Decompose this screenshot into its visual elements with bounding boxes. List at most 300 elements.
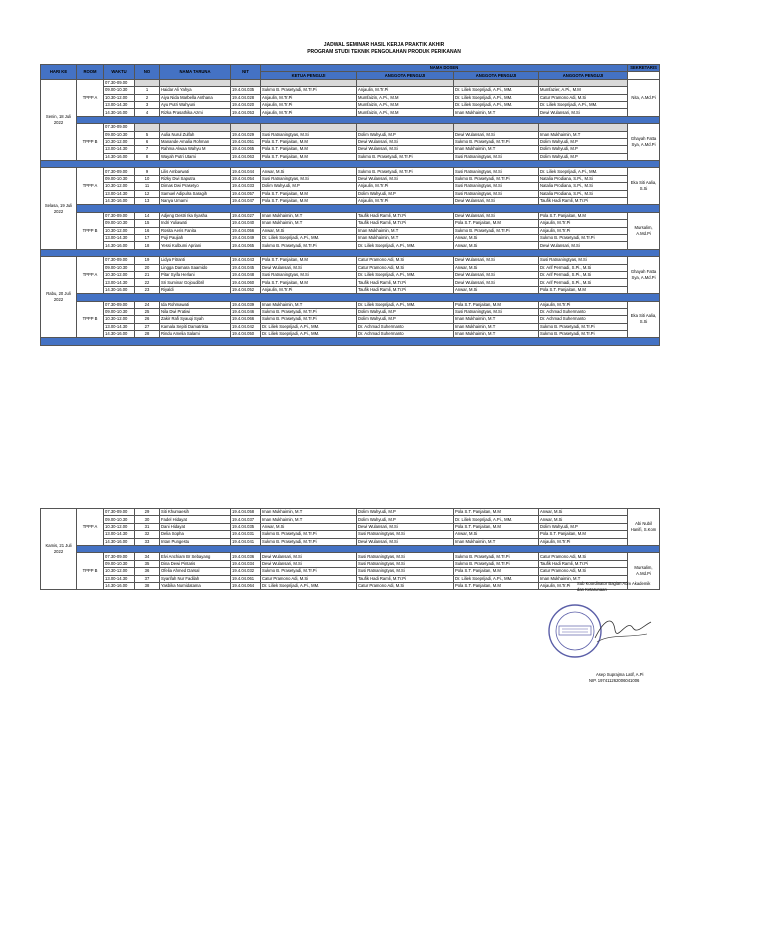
table-row [41,560,660,567]
anggota2-cell [454,79,539,86]
nama-cell: Puji Paujiah [160,234,231,241]
nit-cell: 19.4.04.064 [231,582,261,589]
anggota3-cell: Dolim Wahyudi, M.P [539,523,628,530]
anggota3-cell: Dr. Arif Permadi, S.Pi., M.Si [539,264,628,271]
nama-cell: Nila Dwi Pratiwi [160,308,231,315]
no-cell: 18 [135,242,160,249]
anggota2-cell: Iman Mukhaimin, M.T [454,146,539,153]
anggota1-cell: Mumfaizin, A.Pi., M.M [357,101,454,108]
no-cell: 14 [135,212,160,219]
ketua-cell [261,79,357,86]
anggota1-cell: Taufik Hadi Ramli, M.Tr.Pi [357,220,454,227]
table-row [41,575,660,582]
sekretaris-cell: Nita, A.Md.Pi [628,79,660,116]
anggota1-cell: Susi Ratnaningtyas, M.Si [357,553,454,560]
nit-cell: 19.4.04.057 [231,190,261,197]
ketua-cell: Sukmo B. Prasetyadi, M.Tr.Pi [261,538,357,545]
anggota3-cell: Taufik Hadi Ramli, M.Tr.Pi [539,560,628,567]
anggota3-cell: Pola S.T. Panjaitan, M.M [539,212,628,219]
table-row [41,301,660,308]
anggota3-cell: Iman Mukhaimin, M.T [539,131,628,138]
schedule-table-page2 [40,508,660,590]
anggota2-cell: Dewi Wulansari, M.Si [454,131,539,138]
anggota3-cell: Anwar, M.Si [539,509,628,516]
nit-cell: 19.4.04.020 [231,101,261,108]
anggota3-cell: Anjaulin, M.Tr.Pi [539,538,628,545]
ketua-cell: Anjaulin, M.Tr.Pi [261,94,357,101]
anggota2-cell: Iman Mukhaimin, M.T [454,316,539,323]
ketua-cell [261,124,357,131]
anggota2-cell: Iman Mukhaimin, M.T [454,323,539,330]
table-row [41,94,660,101]
anggota3-cell: Anwar, M.Si [539,516,628,523]
nama-cell: Aiya Nida Marbella Anthana [160,94,231,101]
table-row [41,264,660,271]
no-cell: 26 [135,316,160,323]
ketua-cell: Pola S.T. Panjaitan, M.M [261,190,357,197]
waktu-cell: 10.30-12.00 [104,523,135,530]
waktu-cell: 14.30-16.00 [104,286,135,293]
nit-cell: 19.4.04.032 [231,568,261,575]
day-separator [41,338,660,345]
no-cell: 17 [135,234,160,241]
signatory-nip: NIP. 197411262006041006 [589,678,640,683]
nit-cell: 19.4.04.045 [231,264,261,271]
header-anggota-1: ANGGOTA PENGUJI [357,72,454,79]
waktu-cell: 09.00-10.30 [104,308,135,315]
waktu-cell: 09.00-10.30 [104,87,135,94]
table-row [41,109,660,116]
anggota3-cell: Anjaulin, M.Tr.Pi [539,220,628,227]
anggota3-cell: Susi Ratnaningtyas, M.Si [539,257,628,264]
ketua-cell: Sukmo B. Prasetyadi, M.Tr.Pi [261,568,357,575]
sekretaris-cell: Mursalim, A.Md.Pi [628,212,660,249]
no-cell: 37 [135,575,160,582]
anggota3-cell: Dr. Arif Permadi, S.Pi., M.Si [539,279,628,286]
nit-cell [231,124,261,131]
anggota1-cell [357,124,454,131]
anggota1-cell: Dolim Wahyudi, M.P [357,509,454,516]
anggota2-cell: Sukmo B. Prasetyadi, M.Tr.Pi [454,553,539,560]
room-cell: TPPP A [77,509,104,546]
anggota2-cell: Susi Ratnaningtyas, M.Si [454,168,539,175]
anggota2-cell: Dr. Liliek Soeprijadi, A.Pi., MM. [454,94,539,101]
ketua-cell: Pola S.T. Panjaitan, M.M [261,198,357,205]
anggota1-cell: Dewi Wulansari, M.Si [357,523,454,530]
nit-cell: 19.4.04.058 [231,509,261,516]
anggota3-cell: Sukmo B. Prasetyadi, M.Tr.Pi [539,331,628,338]
waktu-cell: 09.00-10.30 [104,560,135,567]
anggota2-cell: Pola S.T. Panjaitan, M.M [454,568,539,575]
table-row [41,138,660,145]
no-cell: 1 [135,87,160,94]
anggota1-cell: Dewi Wulansari, M.Si [357,146,454,153]
anggota3-cell: Catur Pramono Adi, M.Si [539,553,628,560]
no-cell: 13 [135,198,160,205]
header-sekretaris: SEKRETARIS [628,65,660,72]
nama-cell: Haidar Ali Yahya [160,87,231,94]
ketua-cell: Sukmo B. Prasetyadi, M.Tr.Pi [261,531,357,538]
room-cell: TPPP A [77,79,104,116]
room-separator [41,205,660,212]
nit-cell: 19.4.04.040 [231,220,261,227]
anggota3-cell: Dr. Liliek Soeprijadi, A.Pi., MM. [539,101,628,108]
ketua-cell: Dr. Liliek Soeprijadi, A.Pi., MM. [261,331,357,338]
anggota1-cell: Taufik Hadi Ramli, M.Tr.Pi [357,575,454,582]
anggota3-cell: Dolim Wahyudi, M.P [539,138,628,145]
nama-cell: Nanya Umami [160,198,231,205]
official-stamp-icon [535,598,655,660]
room-separator [41,545,660,552]
waktu-cell: 07.30-09.00 [104,79,135,86]
nit-cell: 19.4.04.054 [231,175,261,182]
ketua-cell: Anwar, M.Si [261,227,357,234]
doc-title-line1: JADWAL SEMINAR HASIL KERJA PRAKTIK AKHIR [323,42,445,48]
nit-cell: 19.4.04.066 [231,316,261,323]
nit-cell: 19.4.04.048 [231,271,261,278]
nit-cell: 19.4.04.053 [231,109,261,116]
room-cell: TPPP B [77,212,104,249]
waktu-cell: 09.00-10.30 [104,131,135,138]
table-row [41,79,660,86]
table-row [41,279,660,286]
anggota1-cell: Taufik Hadi Ramli, M.Tr.Pi [357,279,454,286]
nama-cell: Delia Sopha [160,531,231,538]
waktu-cell: 13.00-14.30 [104,190,135,197]
waktu-cell: 07.30-09.00 [104,509,135,516]
ketua-cell: Pola S.T. Panjaitan, M.M [261,279,357,286]
nit-cell: 19.4.04.041 [231,538,261,545]
nama-cell: Kamala Sepiti Damatrista [160,323,231,330]
room-cell: TPPP B [77,124,104,161]
ketua-cell: Dr. Liliek Soeprijadi, A.Pi., MM. [261,323,357,330]
no-cell: 5 [135,131,160,138]
table-row [41,531,660,538]
anggota2-cell: Susi Ratnaningtyas, M.Si [454,190,539,197]
no-cell: 36 [135,568,160,575]
anggota1-cell: Catur Pramono Adi, M.Si [357,582,454,589]
nama-cell: Ayu Putri Wahyuni [160,101,231,108]
waktu-cell: 13.00-14.30 [104,146,135,153]
nama-cell: Fadel Hidayat [160,516,231,523]
schedule-table-page1 [40,64,660,346]
nama-cell: Samuel Adipulra Saragih [160,190,231,197]
nama-cell: Lilis Ambarwati [160,168,231,175]
anggota3-cell: Natalia Prodiana, S.Pi., M.Si [539,183,628,190]
anggota1-cell: Mumfaizin, A.Pi., M.M [357,94,454,101]
nit-cell: 19.4.04.046 [231,308,261,315]
anggota1-cell: Sukmo B. Prasetyadi, M.Tr.Pi [357,153,454,160]
table-row [41,553,660,560]
table-row [41,131,660,138]
table-row [41,146,660,153]
nama-cell: Rahma Alwaa Wahyu M [160,146,231,153]
ketua-cell: Dewi Wulansari, M.Si [261,560,357,567]
nit-cell: 19.4.04.061 [231,575,261,582]
anggota3-cell [539,124,628,131]
anggota1-cell: Dolim Wahyudi, M.P [357,308,454,315]
waktu-cell: 09.00-10.30 [104,220,135,227]
anggota3-cell: Anjaulin, M.Tr.Pi [539,582,628,589]
anggota2-cell: Pola S.T. Panjaitan, M.M [454,220,539,227]
anggota3-cell: Dr. Achmad Suhermanto [539,308,628,315]
table-row [41,242,660,249]
ketua-cell: Pola S.T. Panjaitan, M.M [261,153,357,160]
anggota1-cell: Dewi Wulansari, M.Si [357,138,454,145]
anggota2-cell: Iman Mukhaimin, M.T [454,538,539,545]
anggota3-cell: Dr. Achmad Suhermanto [539,316,628,323]
table-row [41,568,660,575]
nama-cell: Rosita Aeris Fanita [160,227,231,234]
ketua-cell: Anjaulin, M.Tr.Pi [261,101,357,108]
no-cell: 33 [135,538,160,545]
anggota2-cell: Dr. Liliek Soeprijadi, A.Pi., MM. [454,575,539,582]
anggota1-cell: Dolim Wahyudi, M.P [357,190,454,197]
nama-cell: Aulia Nurul Zulfah [160,131,231,138]
waktu-cell: 10.30-12.00 [104,227,135,234]
nit-cell: 19.4.04.031 [231,531,261,538]
nit-cell: 19.4.04.035 [231,523,261,530]
nama-cell: Indri Yuliawati [160,220,231,227]
no-cell: 23 [135,286,160,293]
no-cell: 9 [135,168,160,175]
anggota2-cell: Anwar, M.Si [454,264,539,271]
table-row [41,190,660,197]
ketua-cell: Anjaulin, M.Tr.Pi [261,286,357,293]
no-cell: 21 [135,271,160,278]
anggota2-cell: Sukmo B. Prasetyadi, M.Tr.Pi [454,138,539,145]
anggota2-cell: Pola S.T. Panjaitan, M.M [454,301,539,308]
anggota1-cell: Dolim Wahyudi, M.P [357,131,454,138]
anggota1-cell: Catur Pramono Adi, M.Si [357,264,454,271]
nama-cell: Yessi Kulbumi Apriani [160,242,231,249]
ketua-cell: Dr. Liliek Soeprijadi, A.Pi., MM. [261,234,357,241]
waktu-cell: 13.00-14.30 [104,279,135,286]
sekretaris-cell: Ghayah Fatta Sya, A.Md.Pi [628,124,660,161]
anggota2-cell: Susi Ratnaningtyas, M.Si [454,183,539,190]
anggota3-cell: Iman Mukhaimin, M.T [539,575,628,582]
nama-cell: Ofelia Ahmed Darsal [160,568,231,575]
anggota2-cell: Dewi Wulansari, M.Si [454,198,539,205]
anggota3-cell: Anjaulin, M.Tr.Pi [539,301,628,308]
anggota1-cell: Dr. Achmad Suhermanto [357,331,454,338]
nit-cell: 19.4.04.065 [231,242,261,249]
ketua-cell: Sukmo B. Prasetyadi, M.Tr.Pi [261,242,357,249]
anggota3-cell: Anjaulin, M.Tr.Pi [539,227,628,234]
signature-title: Sub Koordinator Bagian Adm Akademik [577,581,651,586]
anggota2-cell: Sukmo B. Prasetyadi, M.Tr.Pi [454,175,539,182]
sekretaris-cell: Eka Siti Aalia, S.Si [628,168,660,205]
no-cell: 19 [135,257,160,264]
nit-cell: 19.4.04.043 [231,257,261,264]
ketua-cell: Pola S.T. Panjaitan, M.M [261,138,357,145]
anggota2-cell: Anwar, M.Si [454,286,539,293]
ketua-cell: Pola S.T. Panjaitan, M.M [261,257,357,264]
nit-cell: 19.4.04.050 [231,331,261,338]
ketua-cell: Iman Mukhaimin, M.T [261,212,357,219]
nit-cell: 19.4.04.065 [231,146,261,153]
nit-cell: 19.4.04.052 [231,286,261,293]
no-cell: 10 [135,175,160,182]
nit-cell: 19.4.04.047 [231,198,261,205]
room-cell: TPPP B [77,301,104,338]
ketua-cell: Dewi Wulansari, M.Si [261,553,357,560]
ketua-cell: Sukmo B. Prasetyadi, M.Tr.Pi [261,87,357,94]
ketua-cell: Dolim Wahyudi, M.P [261,183,357,190]
doc-title-line2: PROGRAM STUDI TEKNIK PENGOLAHAN PRODUK PERIKANAN [307,49,461,55]
nit-cell: 19.4.04.028 [231,94,261,101]
anggota2-cell: Pola S.T. Panjaitan, M.M [454,582,539,589]
table-row [41,124,660,131]
table-row [41,153,660,160]
anggota1-cell: Anjaulin, M.Tr.Pi [357,87,454,94]
no-cell: 30 [135,516,160,523]
anggota3-cell: Dolim Wahyudi, M.P [539,153,628,160]
header-nama: NAMA TARUNA [160,65,231,80]
no-cell [135,79,160,86]
ketua-cell: Iman Mukhaimin, M.T [261,516,357,523]
waktu-cell: 13.00-14.30 [104,575,135,582]
waktu-cell: 14.30-16.00 [104,198,135,205]
no-cell: 29 [135,509,160,516]
anggota1-cell: Dewi Wulansari, M.Si [357,175,454,182]
sekretaris-cell: Eka Siti Aalia, S.Si [628,301,660,338]
waktu-cell: 14.30-16.00 [104,538,135,545]
waktu-cell: 10.30-12.00 [104,138,135,145]
table-row [41,523,660,530]
anggota1-cell: Catur Pramono Adi, M.Si [357,257,454,264]
waktu-cell: 09.00-10.30 [104,175,135,182]
nama-cell: Riyaldi [160,286,231,293]
anggota1-cell: Dr. Achmad Suhermanto [357,323,454,330]
table-row [41,101,660,108]
nit-cell: 19.4.04.034 [231,560,261,567]
nit-cell: 19.4.04.037 [231,516,261,523]
anggota3-cell: Mumfazier, A.Pi., M.M [539,87,628,94]
day-cell: Selasa, 19 Juli 2022 [41,168,77,249]
anggota3-cell: Pola S.T. Panjaitan, M.M [539,286,628,293]
nama-cell: Lingga Damara Saamido [160,264,231,271]
no-cell: 28 [135,331,160,338]
anggota3-cell: Dolim Wahyudi, M.P [539,146,628,153]
nama-cell: Adjeng Destri Ika Ilyasha [160,212,231,219]
no-cell: 20 [135,264,160,271]
waktu-cell: 14.30-16.00 [104,242,135,249]
room-separator [41,116,660,123]
anggota3-cell: Catur Pramono Adi, M.Si [539,568,628,575]
table-row [41,509,660,516]
table-row [41,87,660,94]
room-cell: TPPP A [77,168,104,205]
waktu-cell: 13.00-14.30 [104,234,135,241]
signature-subtitle: dan Ketarunaan [577,587,607,592]
table-row [41,212,660,219]
anggota3-cell: Taufik Hadi Ramli, M.Tr.Pi [539,198,628,205]
waktu-cell: 10.30-12.00 [104,568,135,575]
nama-cell: Manande Amalia Rohman [160,138,231,145]
nit-cell: 19.4.04.044 [231,168,261,175]
no-cell: 27 [135,323,160,330]
anggota3-cell: Dewi Wulansari, M.Si [539,109,628,116]
sekretaris-cell: Mursalim, A.Md.Pi [628,553,660,590]
anggota1-cell: Dolim Wahyudi, M.P [357,516,454,523]
anggota2-cell: Pola S.T. Panjaitan, M.M [454,509,539,516]
anggota3-cell: Sukmo B. Prasetyadi, M.Tr.Pi [539,323,628,330]
anggota2-cell: Pola S.T. Panjaitan, M.M [454,523,539,530]
room-cell: TPPP A [77,257,104,294]
room-separator [41,294,660,301]
ketua-cell: Catur Pramono Adi, M.Si [261,575,357,582]
table-row [41,286,660,293]
anggota2-cell: Dewi Wulansari, M.Si [454,271,539,278]
anggota1-cell: Anjaulin, M.Tr.Pi [357,198,454,205]
header-no: NO [135,65,160,80]
nit-cell: 19.4.04.036 [231,553,261,560]
day-cell: Rabu, 20 Juli 2022 [41,257,77,338]
header-room: ROOM [77,65,104,80]
anggota1-cell [357,79,454,86]
nama-cell: Dimas Dwi Prasetyo [160,183,231,190]
ketua-cell: Pola S.T. Panjaitan, M.M [261,146,357,153]
anggota1-cell: Taufik Hadi Ramli, M.Tr.Pi [357,212,454,219]
waktu-cell: 10.30-12.00 [104,271,135,278]
table-row [41,168,660,175]
no-cell: 6 [135,138,160,145]
nama-cell: Intan Pungestu [160,538,231,545]
table-row [41,331,660,338]
no-cell: 34 [135,553,160,560]
anggota1-cell: Iman Mukhaimin, M.T [357,234,454,241]
no-cell: 7 [135,146,160,153]
anggota3-cell: Dewi Wulansari, M.Si [539,242,628,249]
waktu-cell: 14.30-16.00 [104,582,135,589]
waktu-cell: 07.30-09.00 [104,124,135,131]
no-cell: 4 [135,109,160,116]
ketua-cell: Iman Mukhaimin, M.T [261,220,357,227]
nit-cell: 19.4.04.056 [231,227,261,234]
header-waktu: WAKTU [104,65,135,80]
table-row [41,308,660,315]
nama-cell: Pitar Syifa Herlani [160,271,231,278]
anggota1-cell: Anjaulin, M.Tr.Pi [357,183,454,190]
ketua-cell: Sukmo B. Prasetyadi, M.Tr.Pi [261,316,357,323]
nama-cell: Rizka Prasathika Azmi [160,109,231,116]
waktu-cell: 13.00-14.30 [104,323,135,330]
ketua-cell: Susi Ratnaningtyas, M.Si [261,271,357,278]
header-ketua: KETUA PENGUJI [261,72,357,79]
no-cell: 31 [135,523,160,530]
header-hari: HARI KE [41,65,77,80]
waktu-cell: 10.30-12.00 [104,316,135,323]
anggota2-cell [454,124,539,131]
nama-cell: Ida Rohmawati [160,301,231,308]
no-cell: 16 [135,227,160,234]
header-anggota-2: ANGGOTA PENGUJI [454,72,539,79]
nit-cell: 19.4.04.051 [231,138,261,145]
waktu-cell: 14.30-16.00 [104,109,135,116]
no-cell: 32 [135,531,160,538]
no-cell: 8 [135,153,160,160]
ketua-cell: Dewi Wulansari, M.Si [261,264,357,271]
sekretaris-cell: Ghayah Fatta Sya, A.Md.Pi [628,257,660,294]
nama-cell: Zakir Rafi Syauqi Syah [160,316,231,323]
ketua-cell: Anwar, M.Si [261,523,357,530]
anggota2-cell: Dr. Liliek Soeprijadi, A.Pi., MM. [454,101,539,108]
anggota2-cell: Dr. Liliek Soeprijadi, A.Pi., MM. [454,516,539,523]
anggota1-cell: Mumfaizin, A.Pi., M.M [357,109,454,116]
nama-cell: Sri Suminar Gojoudibril [160,279,231,286]
waktu-cell: 07.30-09.00 [104,301,135,308]
